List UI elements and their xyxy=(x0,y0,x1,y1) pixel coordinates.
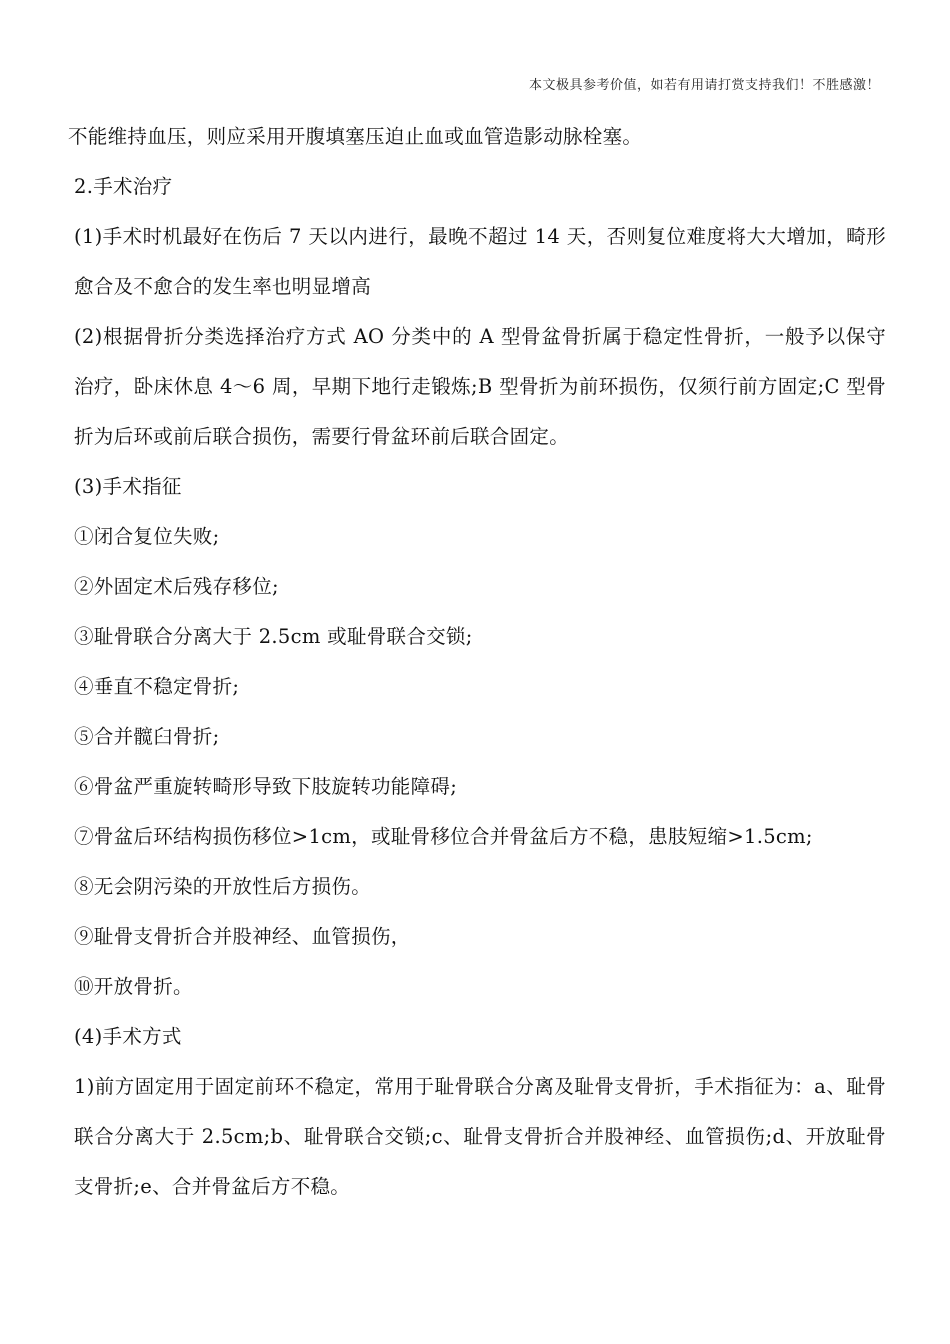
indication-item: ①闭合复位失败; xyxy=(74,525,220,548)
indication-item: ⑧无会阴污染的开放性后方损伤。 xyxy=(74,875,372,898)
section-heading-surgery: 2.手术治疗 xyxy=(74,175,173,198)
subheading-methods: (4)手术方式 xyxy=(74,1025,182,1048)
indication-item: ②外固定术后残存移位; xyxy=(74,575,279,598)
indication-item: ⑤合并髋臼骨折; xyxy=(74,725,220,748)
paragraph-surgery-timing: (1)手术时机最好在伤后 7 天以内进行，最晚不超过 14 天，否则复位难度将大大增加，畸形愈合及不愈合的发生率也明显增高 xyxy=(74,225,886,298)
indication-item: ⑩开放骨折。 xyxy=(74,975,193,998)
paragraph-classification: (2)根据骨折分类选择治疗方式 AO 分类中的 A 型骨盆骨折属于稳定性骨折，一般予以保守治疗，卧床休息 4～6 周，早期下地行走锻炼;B 型骨折为前环损伤，仅须行前方固定;C 型骨折为后环或前后联合损伤，需要行骨盆环前后联合固定。 xyxy=(74,325,886,448)
paragraph-anterior-fixation: 1)前方固定用于固定前环不稳定，常用于耻骨联合分离及耻骨支骨折，手术指征为：a、耻骨联合分离大于 2.5cm;b、耻骨联合交锁;c、耻骨支骨折合并股神经、血管损伤;d、开放耻骨支骨折;e、合并骨盆后方不稳。 xyxy=(74,1075,886,1198)
subheading-indications: (3)手术指征 xyxy=(74,475,182,498)
indication-item: ③耻骨联合分离大于 2.5cm 或耻骨联合交锁; xyxy=(74,625,473,648)
indication-item: ⑦骨盆后环结构损伤移位>1cm，或耻骨移位合并骨盆后方不稳，患肢短缩>1.5cm; xyxy=(74,825,813,848)
document-body xyxy=(68,112,886,1212)
header-note: 本文极具参考价值，如若有用请打赏支持我们！不胜感激！ xyxy=(528,78,880,93)
indication-item: ⑨耻骨支骨折合并股神经、血管损伤， xyxy=(74,925,411,948)
indication-item: ⑥骨盆严重旋转畸形导致下肢旋转功能障碍; xyxy=(74,775,458,798)
paragraph-intro: 不能维持血压，则应采用开腹填塞压迫止血或血管造影动脉栓塞。 xyxy=(68,125,643,148)
indication-item: ④垂直不稳定骨折; xyxy=(74,675,240,698)
